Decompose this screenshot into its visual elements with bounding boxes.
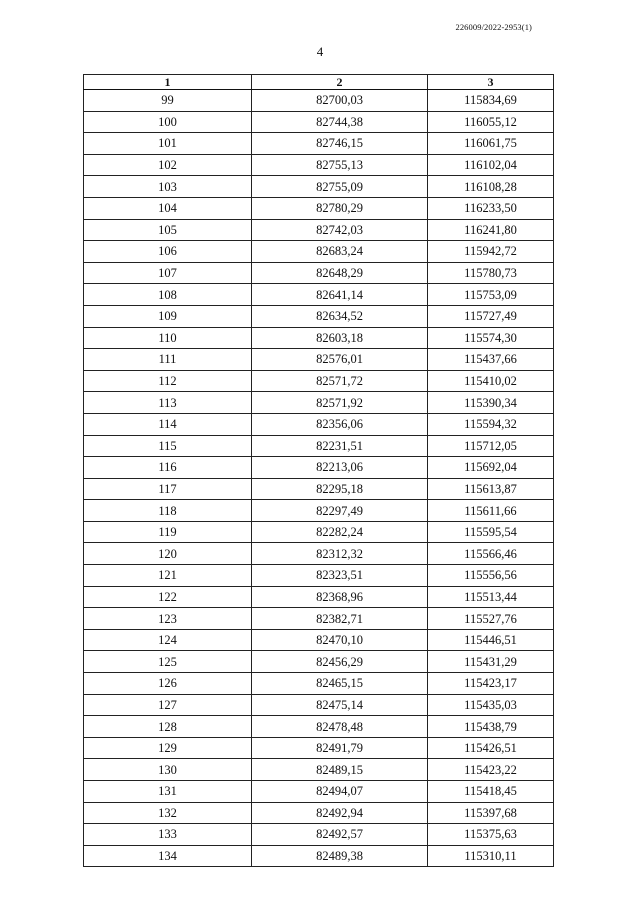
y-coordinate-cell: 115574,30 bbox=[428, 327, 554, 349]
point-number-cell: 128 bbox=[84, 716, 252, 738]
table-row bbox=[84, 716, 554, 738]
y-coordinate-cell: 115418,45 bbox=[428, 781, 554, 803]
x-coordinate-cell: 82492,94 bbox=[252, 802, 428, 824]
point-number-cell: 105 bbox=[84, 219, 252, 241]
point-number-cell: 132 bbox=[84, 802, 252, 824]
coordinates-table bbox=[83, 74, 554, 867]
y-coordinate-cell: 116061,75 bbox=[428, 133, 554, 155]
point-number-cell: 115 bbox=[84, 435, 252, 457]
point-number-cell: 125 bbox=[84, 651, 252, 673]
point-number-cell: 116 bbox=[84, 457, 252, 479]
x-coordinate-cell: 82282,24 bbox=[252, 521, 428, 543]
x-coordinate-cell: 82491,79 bbox=[252, 737, 428, 759]
table-row bbox=[84, 327, 554, 349]
point-number-cell: 110 bbox=[84, 327, 252, 349]
y-coordinate-cell: 115397,68 bbox=[428, 802, 554, 824]
point-number-cell: 122 bbox=[84, 586, 252, 608]
table-header-row bbox=[84, 75, 554, 90]
table-row bbox=[84, 262, 554, 284]
point-number-cell: 123 bbox=[84, 608, 252, 630]
point-number-cell: 118 bbox=[84, 500, 252, 522]
point-number-cell: 126 bbox=[84, 673, 252, 695]
x-coordinate-cell: 82456,29 bbox=[252, 651, 428, 673]
table-row bbox=[84, 565, 554, 587]
point-number-cell: 120 bbox=[84, 543, 252, 565]
x-coordinate-cell: 82603,18 bbox=[252, 327, 428, 349]
y-coordinate-cell: 115753,09 bbox=[428, 284, 554, 306]
point-number-cell: 112 bbox=[84, 370, 252, 392]
y-coordinate-cell: 116102,04 bbox=[428, 154, 554, 176]
point-number-cell: 108 bbox=[84, 284, 252, 306]
point-number-cell: 104 bbox=[84, 197, 252, 219]
x-coordinate-cell: 82744,38 bbox=[252, 111, 428, 133]
table-row bbox=[84, 133, 554, 155]
y-coordinate-cell: 115527,76 bbox=[428, 608, 554, 630]
x-coordinate-cell: 82571,92 bbox=[252, 392, 428, 414]
point-number-cell: 134 bbox=[84, 845, 252, 867]
x-coordinate-cell: 82634,52 bbox=[252, 305, 428, 327]
point-number-cell: 107 bbox=[84, 262, 252, 284]
table-row bbox=[84, 241, 554, 263]
y-coordinate-cell: 115780,73 bbox=[428, 262, 554, 284]
y-coordinate-cell: 115310,11 bbox=[428, 845, 554, 867]
y-coordinate-cell: 116055,12 bbox=[428, 111, 554, 133]
table-row bbox=[84, 349, 554, 371]
table-row bbox=[84, 802, 554, 824]
x-coordinate-cell: 82746,15 bbox=[252, 133, 428, 155]
y-coordinate-cell: 115727,49 bbox=[428, 305, 554, 327]
table-row bbox=[84, 759, 554, 781]
table-body bbox=[84, 90, 554, 867]
table-row bbox=[84, 154, 554, 176]
x-coordinate-cell: 82465,15 bbox=[252, 673, 428, 695]
x-coordinate-cell: 82368,96 bbox=[252, 586, 428, 608]
table-row bbox=[84, 284, 554, 306]
table-row bbox=[84, 629, 554, 651]
y-coordinate-cell: 116241,80 bbox=[428, 219, 554, 241]
point-number-cell: 113 bbox=[84, 392, 252, 414]
y-coordinate-cell: 115611,66 bbox=[428, 500, 554, 522]
x-coordinate-cell: 82382,71 bbox=[252, 608, 428, 630]
table-row bbox=[84, 457, 554, 479]
table-row bbox=[84, 500, 554, 522]
x-coordinate-cell: 82489,15 bbox=[252, 759, 428, 781]
y-coordinate-cell: 115431,29 bbox=[428, 651, 554, 673]
table-row bbox=[84, 370, 554, 392]
table-row bbox=[84, 521, 554, 543]
x-coordinate-cell: 82489,38 bbox=[252, 845, 428, 867]
x-coordinate-cell: 82295,18 bbox=[252, 478, 428, 500]
x-coordinate-cell: 82356,06 bbox=[252, 413, 428, 435]
table-row bbox=[84, 694, 554, 716]
x-coordinate-cell: 82213,06 bbox=[252, 457, 428, 479]
table-row bbox=[84, 219, 554, 241]
y-coordinate-cell: 115375,63 bbox=[428, 824, 554, 846]
y-coordinate-cell: 115942,72 bbox=[428, 241, 554, 263]
y-coordinate-cell: 115712,05 bbox=[428, 435, 554, 457]
y-coordinate-cell: 115426,51 bbox=[428, 737, 554, 759]
x-coordinate-cell: 82700,03 bbox=[252, 90, 428, 112]
y-coordinate-cell: 115834,69 bbox=[428, 90, 554, 112]
y-coordinate-cell: 115595,54 bbox=[428, 521, 554, 543]
table-row bbox=[84, 392, 554, 414]
x-coordinate-cell: 82475,14 bbox=[252, 694, 428, 716]
x-coordinate-cell: 82683,24 bbox=[252, 241, 428, 263]
y-coordinate-cell: 115513,44 bbox=[428, 586, 554, 608]
x-coordinate-cell: 82470,10 bbox=[252, 629, 428, 651]
y-coordinate-cell: 115446,51 bbox=[428, 629, 554, 651]
point-number-cell: 129 bbox=[84, 737, 252, 759]
point-number-cell: 102 bbox=[84, 154, 252, 176]
table-row bbox=[84, 543, 554, 565]
column-header-1: 1 bbox=[84, 75, 252, 90]
table-row bbox=[84, 197, 554, 219]
point-number-cell: 117 bbox=[84, 478, 252, 500]
table-row bbox=[84, 824, 554, 846]
x-coordinate-cell: 82231,51 bbox=[252, 435, 428, 457]
table-row bbox=[84, 586, 554, 608]
x-coordinate-cell: 82780,29 bbox=[252, 197, 428, 219]
point-number-cell: 109 bbox=[84, 305, 252, 327]
y-coordinate-cell: 115423,22 bbox=[428, 759, 554, 781]
y-coordinate-cell: 115438,79 bbox=[428, 716, 554, 738]
table-row bbox=[84, 608, 554, 630]
x-coordinate-cell: 82755,09 bbox=[252, 176, 428, 198]
table-row bbox=[84, 737, 554, 759]
table-row bbox=[84, 478, 554, 500]
column-header-2: 2 bbox=[252, 75, 428, 90]
table-row bbox=[84, 90, 554, 112]
x-coordinate-cell: 82571,72 bbox=[252, 370, 428, 392]
point-number-cell: 124 bbox=[84, 629, 252, 651]
y-coordinate-cell: 115410,02 bbox=[428, 370, 554, 392]
point-number-cell: 133 bbox=[84, 824, 252, 846]
x-coordinate-cell: 82755,13 bbox=[252, 154, 428, 176]
table-row bbox=[84, 176, 554, 198]
point-number-cell: 119 bbox=[84, 521, 252, 543]
y-coordinate-cell: 115692,04 bbox=[428, 457, 554, 479]
column-header-3: 3 bbox=[428, 75, 554, 90]
point-number-cell: 111 bbox=[84, 349, 252, 371]
point-number-cell: 106 bbox=[84, 241, 252, 263]
x-coordinate-cell: 82742,03 bbox=[252, 219, 428, 241]
point-number-cell: 127 bbox=[84, 694, 252, 716]
table-row bbox=[84, 435, 554, 457]
point-number-cell: 121 bbox=[84, 565, 252, 587]
x-coordinate-cell: 82297,49 bbox=[252, 500, 428, 522]
y-coordinate-cell: 116108,28 bbox=[428, 176, 554, 198]
page-number: 4 bbox=[316, 44, 324, 59]
table-row bbox=[84, 845, 554, 867]
y-coordinate-cell: 115613,87 bbox=[428, 478, 554, 500]
document-reference-number: 226009/2022-2953(1) bbox=[455, 22, 532, 32]
x-coordinate-cell: 82492,57 bbox=[252, 824, 428, 846]
x-coordinate-cell: 82312,32 bbox=[252, 543, 428, 565]
table-row bbox=[84, 305, 554, 327]
x-coordinate-cell: 82648,29 bbox=[252, 262, 428, 284]
x-coordinate-cell: 82478,48 bbox=[252, 716, 428, 738]
table-row bbox=[84, 651, 554, 673]
x-coordinate-cell: 82641,14 bbox=[252, 284, 428, 306]
table-row bbox=[84, 413, 554, 435]
x-coordinate-cell: 82576,01 bbox=[252, 349, 428, 371]
y-coordinate-cell: 115566,46 bbox=[428, 543, 554, 565]
point-number-cell: 103 bbox=[84, 176, 252, 198]
y-coordinate-cell: 115435,03 bbox=[428, 694, 554, 716]
table-row bbox=[84, 111, 554, 133]
point-number-cell: 114 bbox=[84, 413, 252, 435]
y-coordinate-cell: 115556,56 bbox=[428, 565, 554, 587]
x-coordinate-cell: 82494,07 bbox=[252, 781, 428, 803]
y-coordinate-cell: 115594,32 bbox=[428, 413, 554, 435]
table-row bbox=[84, 673, 554, 695]
point-number-cell: 101 bbox=[84, 133, 252, 155]
point-number-cell: 100 bbox=[84, 111, 252, 133]
y-coordinate-cell: 115423,17 bbox=[428, 673, 554, 695]
x-coordinate-cell: 82323,51 bbox=[252, 565, 428, 587]
y-coordinate-cell: 115390,34 bbox=[428, 392, 554, 414]
y-coordinate-cell: 116233,50 bbox=[428, 197, 554, 219]
point-number-cell: 130 bbox=[84, 759, 252, 781]
y-coordinate-cell: 115437,66 bbox=[428, 349, 554, 371]
table-row bbox=[84, 781, 554, 803]
point-number-cell: 131 bbox=[84, 781, 252, 803]
point-number-cell: 99 bbox=[84, 90, 252, 112]
